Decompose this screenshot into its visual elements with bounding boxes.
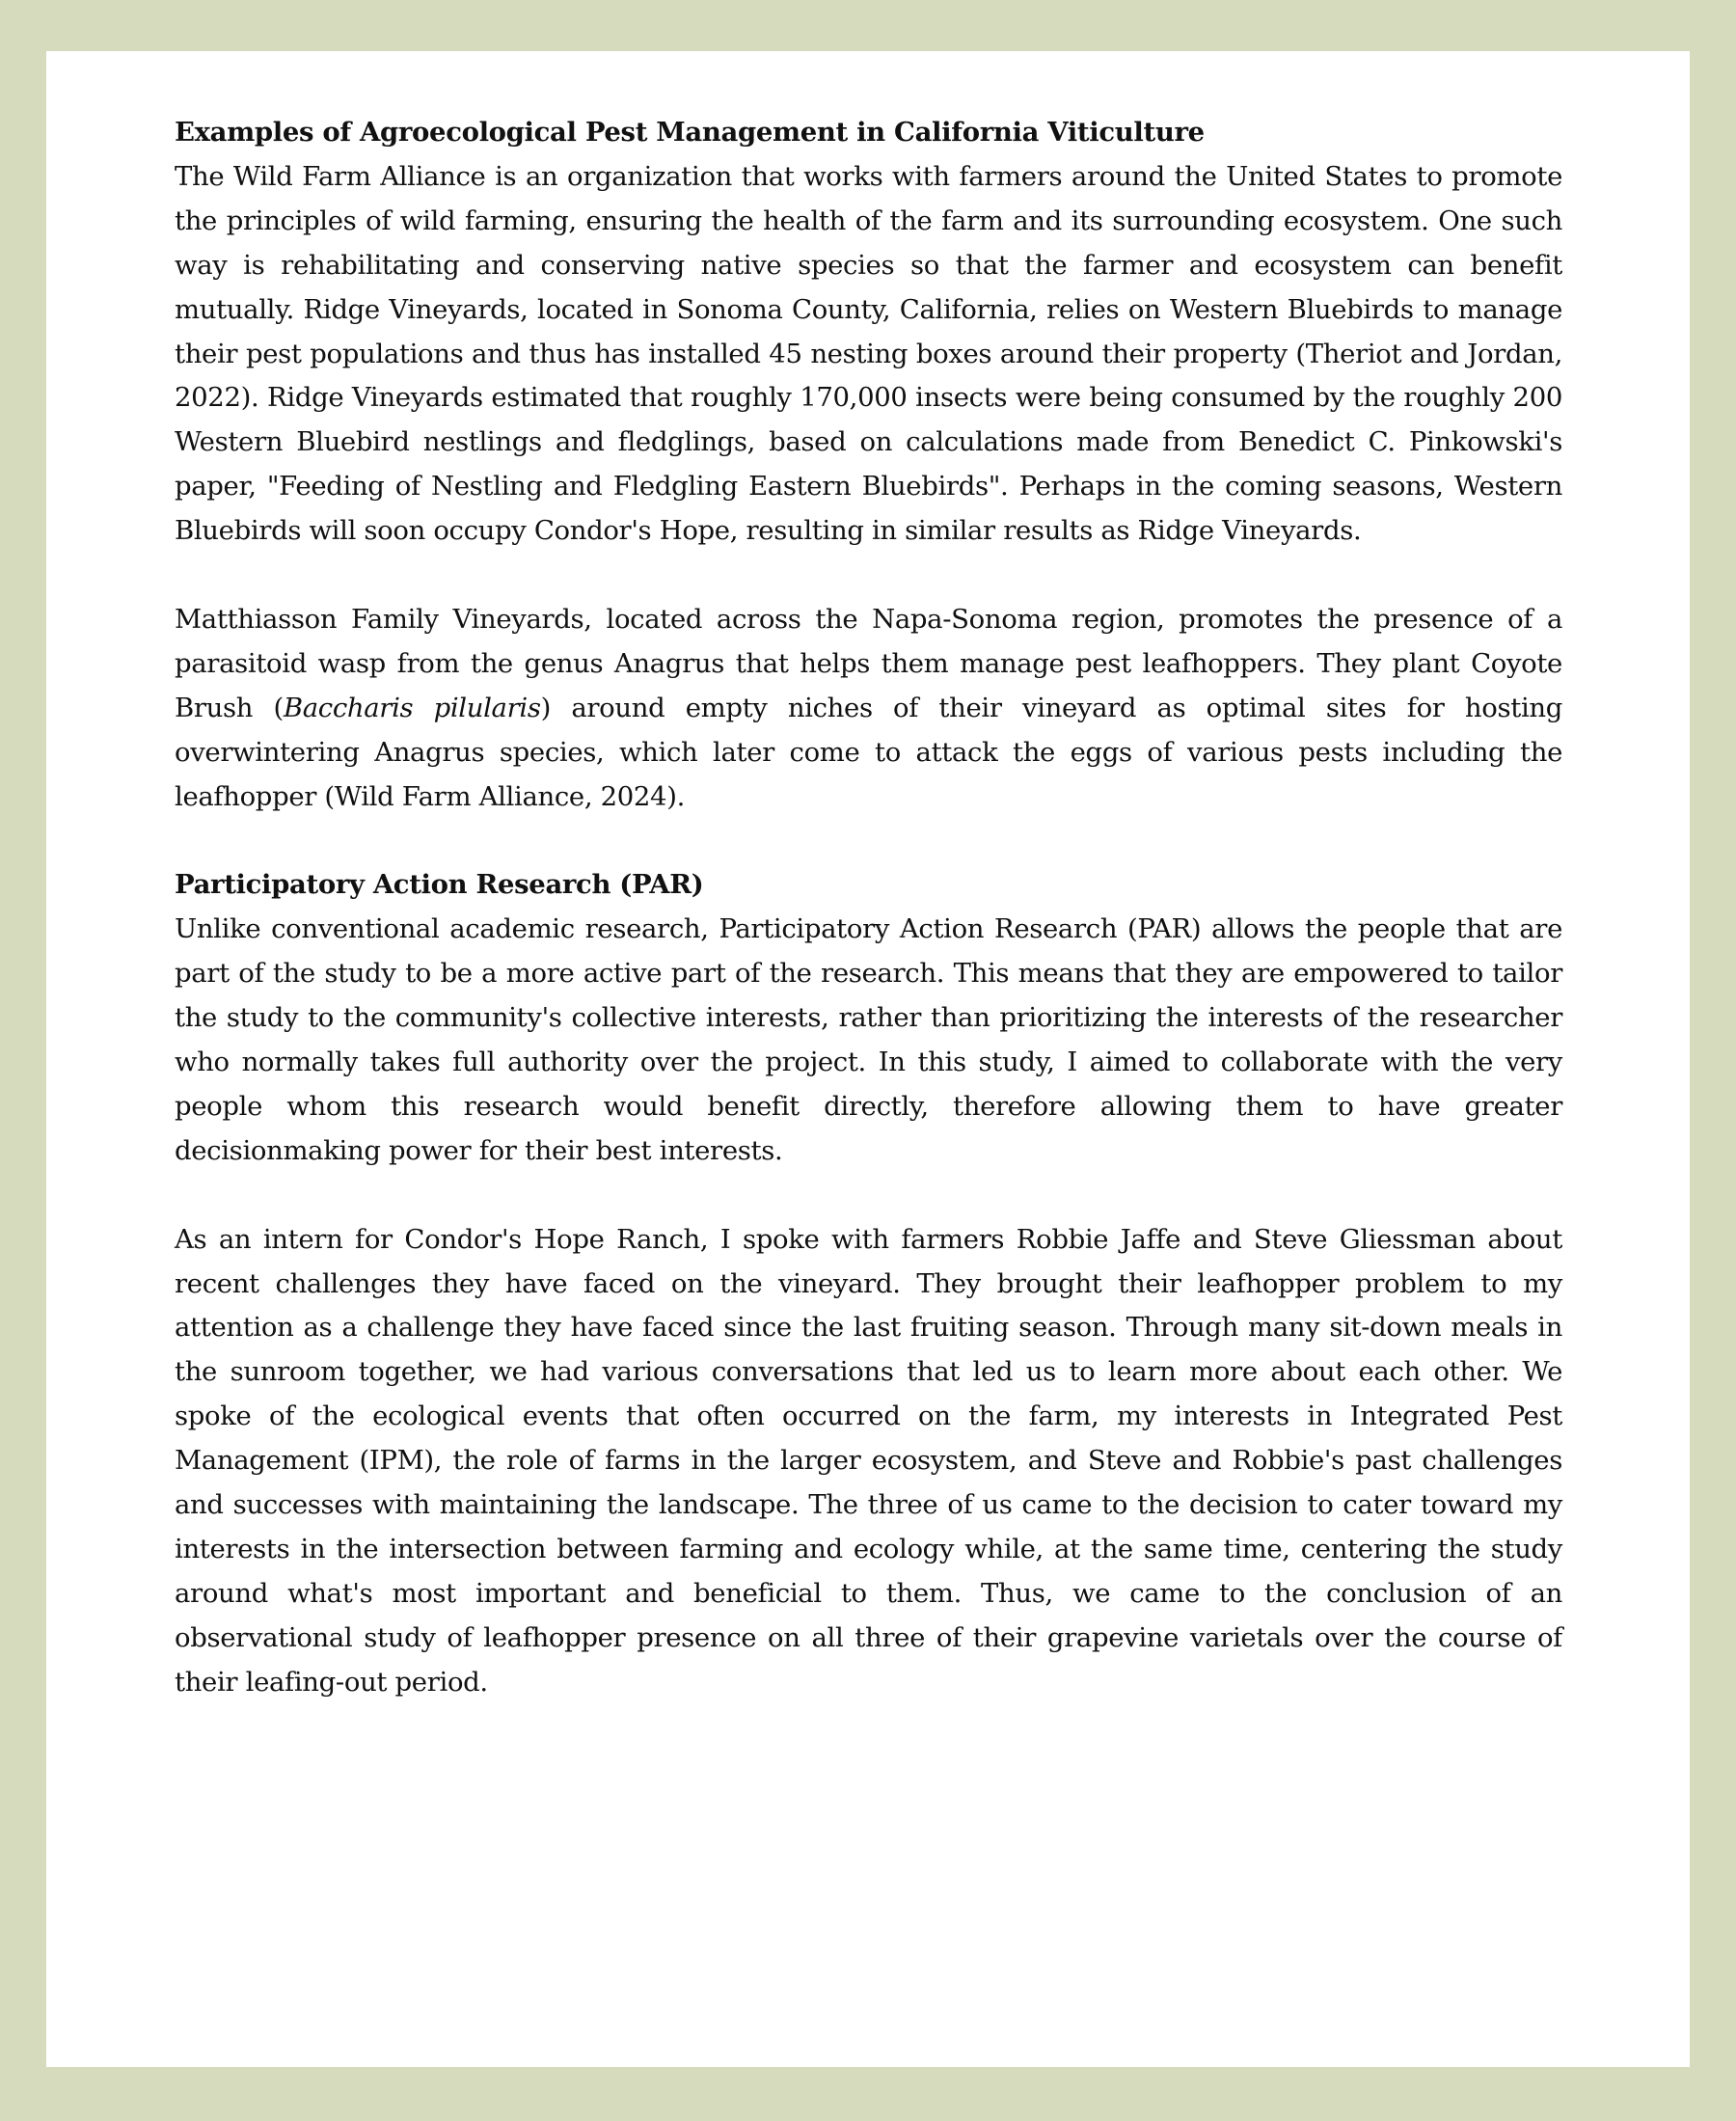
paragraph-condors-hope-internship: As an intern for Condor's Hope Ranch, I spoke with farmers Robbie Jaffe and Steve Gliessman about recent challenges they have faced on the vineyard. They brought their leafhopper problem to my attention as a challenge they have faced since the last fruiting season. Through many sit-down meals in the sunroom together, we had various conversations that led us to learn more about each other. We spoke of the ecological events that often occurred on the farm, my interests in Integrated Pest Management (IPM), the role of farms in the larger ecosystem, and Steve and Robbie's past challenges and successes with maintaining the landscape. The three of us came to the decision to cater toward my interests in the intersection between farming and ecology while, at the same time, centering the study around what's most important and beneficial to them. Thus, we came to the conclusion of an observational study of leafhopper presence on all three of their grapevine varietals over the course of their leafing-out period. [175,1223,1562,1698]
paragraph-text-part: ) around empty niches of their vineyard as optimal sites for hosting overwintering Anagrus species, which later come to attack the eggs of various pests including the leafhopper (Wild Farm Alliance, 2024). [175,692,1563,812]
paragraph-spacer [175,1174,1562,1218]
document-page [46,51,1690,2067]
species-name-italic: Baccharis pilularis [283,692,541,723]
document-body [175,111,1562,1705]
paragraph-par-definition: Unlike conventional academic research, Participatory Action Research (PAR) allows the people that are part of the study to be a more active part of the research. This means that they are empowered to tailor the study to the community's collective interests, rather than prioritizing the interests of the researcher who normally takes full authority over the project. In this study, I aimed to collaborate with the very people whom this research would benefit directly, therefore allowing them to have greater decisionmaking power for their best interests. [175,913,1562,1166]
section-heading-par: Participatory Action Research (PAR) [175,869,704,901]
paragraph-matthiasson-vineyards [175,598,1562,820]
paragraph-text-part: Matthiasson Family Vineyards, located across the Napa-Sonoma region, promotes the presence of a parasitoid wasp from the genus Anagrus that helps them manage pest leafhoppers. They plant Coyote Brush ( [175,603,1562,723]
paragraph-spacer [175,819,1562,863]
section-heading-agroecological-examples: Examples of Agroecological Pest Management in California Viticulture [175,117,1205,148]
paragraph-wild-farm-alliance: The Wild Farm Alliance is an organization that works with farmers around the United States to promote the principles of wild farming, ensuring the health of the farm and its surrounding ecosystem. One such way is rehabilitating and conserving native species so that the farmer and ecosystem can benefit mutually. Ridge Vineyards, located in Sonoma County, California, relies on Western Bluebirds to manage their pest populations and thus has installed 45 nesting boxes around their property (Theriot and Jordan, 2022). Ridge Vineyards estimated that roughly 170,000 insects were being consumed by the roughly 200 Western Bluebird nestlings and fledglings, based on calculations made from Benedict C. Pinkowski's paper, "Feeding of Nestling and Fledgling Eastern Bluebirds". Perhaps in the coming seasons, Western Bluebirds will soon occupy Condor's Hope, resulting in similar results as Ridge Vineyards. [175,160,1562,547]
paragraph-spacer [175,554,1562,598]
